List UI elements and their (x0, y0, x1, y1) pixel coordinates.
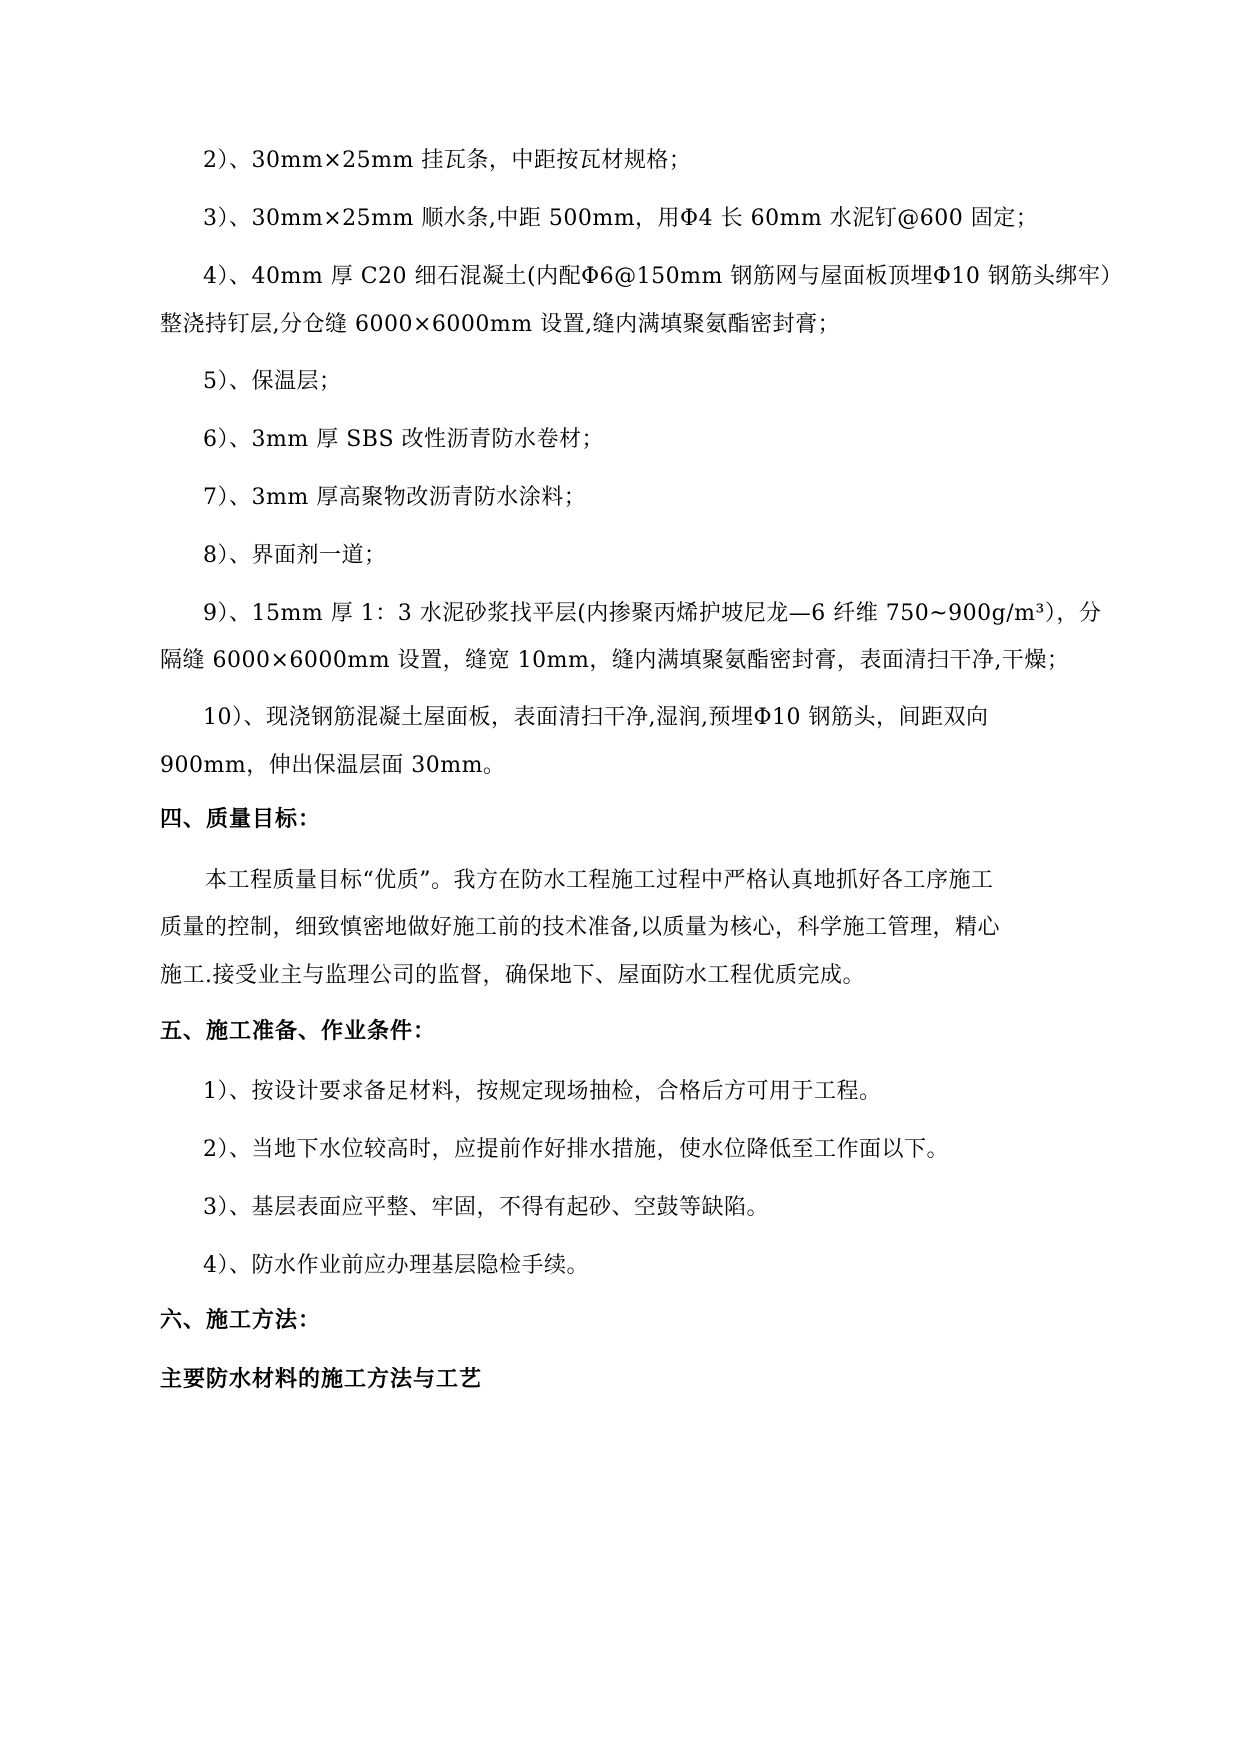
prep-item-2: 2）、当地下水位较高时，应提前作好排水措施，使水位降低至工作面以下。 (203, 1137, 949, 1162)
section-5-heading: 五、施工准备、作业条件： (160, 1019, 437, 1044)
item-5-insulation: 5）、保温层； (203, 369, 342, 394)
item-6-sbs-membrane: 6）、3mm 厚 SBS 改性沥青防水卷材； (203, 427, 605, 452)
quality-paragraph-line-2: 质量的控制，细致慎密地做好施工前的技术准备,以质量为核心，科学施工管理，精心 (160, 915, 1000, 940)
item-8-interface-agent: 8）、界面剂一道； (203, 543, 387, 568)
section-4-heading: 四、质量目标： (160, 807, 322, 832)
item-9-leveling-layer: 9）、15mm 厚 1：3 水泥砂浆找平层(内掺聚丙烯护坡尼龙—6 纤维 750~900g/m³），分 (203, 601, 1102, 626)
item-4-concrete-layer: 4）、40mm 厚 C20 细石混凝土(内配Φ6@150mm 钢筋网与屋面板顶埋Φ10 钢筋头绑牢） (203, 264, 1123, 289)
prep-item-3: 3）、基层表面应平整、牢固，不得有起砂、空鼓等缺陷。 (203, 1195, 769, 1220)
prep-item-1: 1）、按设计要求备足材料，按规定现场抽检，合格后方可用于工程。 (203, 1079, 882, 1104)
quality-paragraph-line-1: 本工程质量目标“优质”。我方在防水工程施工过程中严格认真地抓好各工序施工 (205, 868, 994, 893)
item-9-leveling-layer-cont: 隔缝 6000×6000mm 设置，缝宽 10mm，缝内满填聚氨酯密封膏，表面清扫干净,干燥； (160, 648, 1070, 673)
prep-item-4: 4）、防水作业前应办理基层隐检手续。 (203, 1253, 589, 1278)
quality-paragraph-line-3: 施工.接受业主与监理公司的监督，确保地下、屋面防水工程优质完成。 (160, 963, 865, 988)
section-6-heading: 六、施工方法： (160, 1308, 322, 1333)
item-4-concrete-layer-cont: 整浇持钉层,分仓缝 6000×6000mm 设置,缝内满填聚氨酯密封膏； (160, 312, 841, 337)
item-7-coating: 7）、3mm 厚高聚物改沥青防水涂料； (203, 485, 587, 510)
item-3-counter-batten: 3）、30mm×25mm 顺水条,中距 500mm，用Φ4 长 60mm 水泥钉@600 固定； (203, 206, 1039, 231)
item-10-roof-slab: 10）、现浇钢筋混凝土屋面板，表面清扫干净,湿润,预埋Φ10 钢筋头，间距双向 (203, 705, 989, 730)
item-10-roof-slab-cont: 900mm，伸出保温层面 30mm。 (160, 753, 506, 778)
item-2-hanging-batten: 2）、30mm×25mm 挂瓦条，中距按瓦材规格； (203, 148, 692, 173)
subsection-heading: 主要防水材料的施工方法与工艺 (160, 1367, 483, 1392)
